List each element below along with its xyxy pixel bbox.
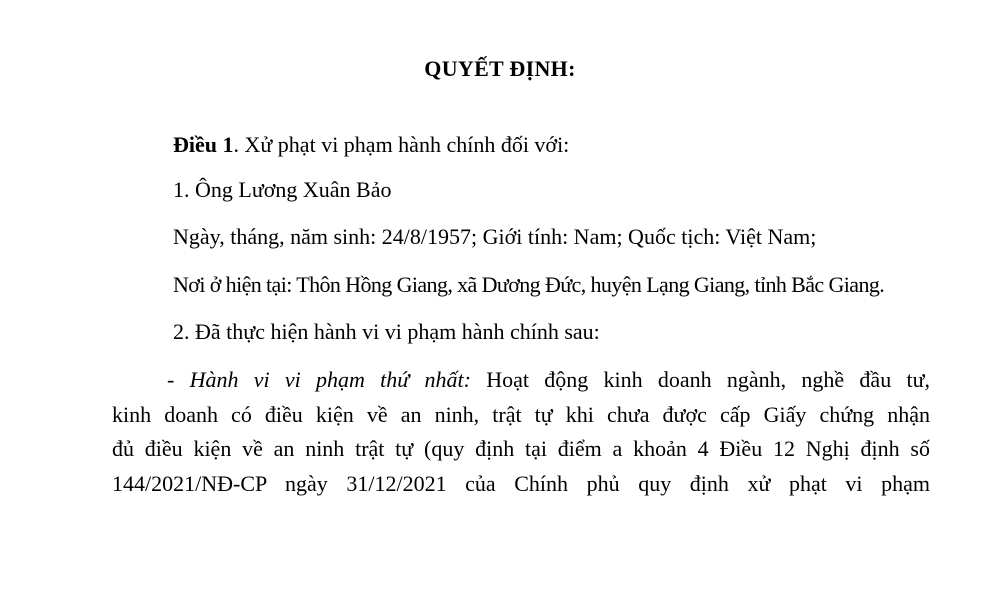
birth-info-line: Ngày, tháng, năm sinh: 24/8/1957; Giới tính: Nam; Quốc tịch: Việt Nam; <box>173 224 817 249</box>
document-title: QUYẾT ĐỊNH: <box>424 56 576 81</box>
violation-line-2: kinh doanh có điều kiện về an ninh, trật tự khi chưa được cấp Giấy chứng nhận <box>112 402 930 427</box>
violation-line-1 <box>112 367 930 393</box>
article-1-line <box>173 132 569 158</box>
article-text: . Xử phạt vi phạm hành chính đối với: <box>233 132 570 157</box>
residence-line: Nơi ở hiện tại: Thôn Hồng Giang, xã Dương Đức, huyện Lạng Giang, tỉnh Bắc Giang. <box>173 272 885 297</box>
violation-text-1: Hoạt động kinh doanh ngành, nghề đầu tư, <box>486 367 930 392</box>
violation-line-3: đủ điều kiện về an ninh trật tự (quy định tại điểm a khoản 4 Điều 12 Nghị định số <box>112 436 930 461</box>
article-label: Điều 1 <box>173 132 234 157</box>
person-heading: 1. Ông Lương Xuân Bảo <box>173 177 392 202</box>
violation-label: - Hành vi vi phạm thứ nhất: <box>167 367 471 392</box>
violation-heading: 2. Đã thực hiện hành vi vi phạm hành chính sau: <box>173 319 600 344</box>
violation-line-4: 144/2021/NĐ-CP ngày 31/12/2021 của Chính phủ quy định xử phạt vi phạm <box>112 471 930 496</box>
